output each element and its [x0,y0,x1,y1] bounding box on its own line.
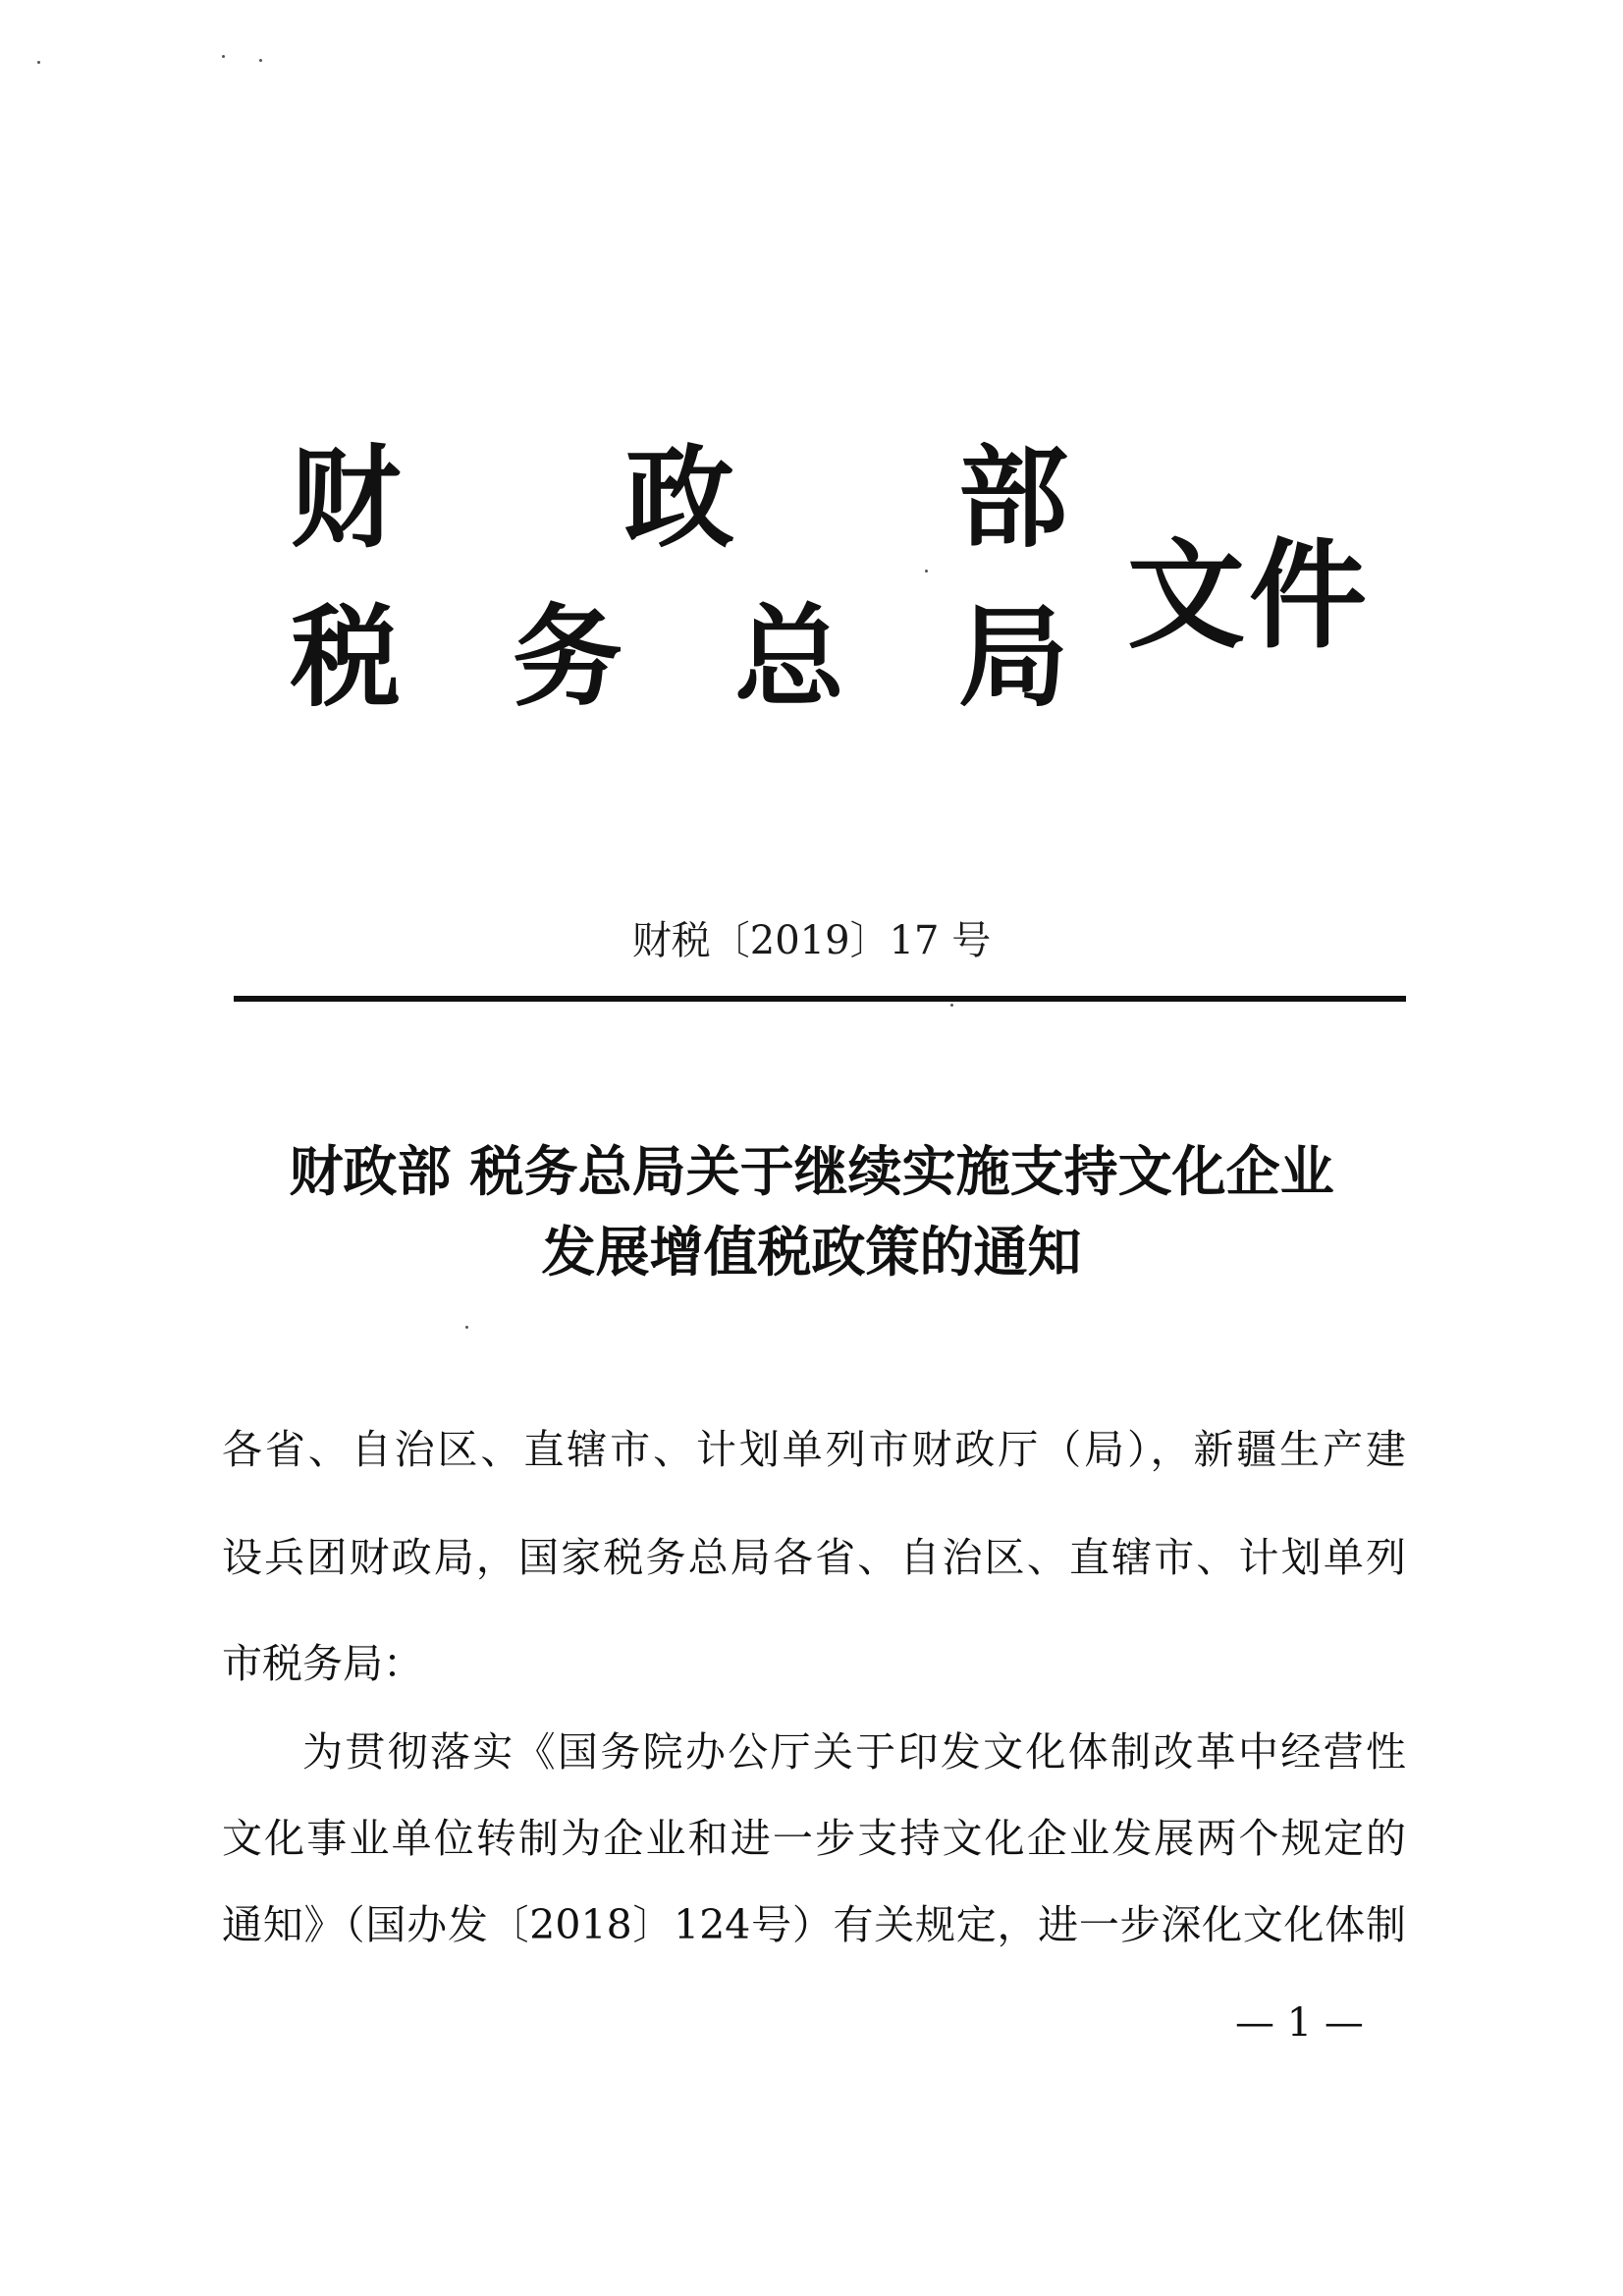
header-org-line2-char: 总 [734,594,844,722]
scan-speck [222,55,225,58]
page-number: — 1 — [1235,2000,1364,2046]
addressee-line: 各省、自治区、直辖市、计划单列市财政厅（局），新疆生产建 [222,1426,1406,1473]
header-org-line1-char: 部 [958,435,1068,563]
scan-speck [37,61,40,64]
header-separator-rule [234,996,1406,1002]
scan-speck [465,1326,468,1329]
header-org-line2-char: 局 [958,594,1068,722]
header-org-line1-char: 政 [624,435,734,563]
header-org-line1-char: 财 [291,435,401,563]
document-title-line2: 发展增值税政策的通知 [541,1221,1082,1284]
paragraph-line: 为贯彻落实《国务院办公厅关于印发文化体制改革中经营性 [302,1728,1406,1776]
document-title-line1: 财政部 税务总局关于继续实施支持文化企业 [289,1140,1334,1203]
scan-speck [950,1004,953,1007]
document-number: 财税〔2019〕17 号 [631,918,992,963]
addressee-line: 市税务局： [222,1640,423,1687]
header-org-line2-char: 务 [513,594,622,722]
header-org-line2-char: 税 [291,594,401,722]
addressee-line: 设兵团财政局，国家税务总局各省、自治区、直辖市、计划单列 [222,1534,1406,1581]
header-document-suffix: 文件 [1127,528,1371,665]
paragraph-line: 文化事业单位转制为企业和进一步支持文化企业发展两个规定的 [222,1815,1406,1862]
scan-speck [925,570,928,573]
paragraph-line: 通知》（国办发〔2018〕124号）有关规定，进一步深化文化体制 [222,1901,1406,1948]
scan-speck [259,59,262,62]
